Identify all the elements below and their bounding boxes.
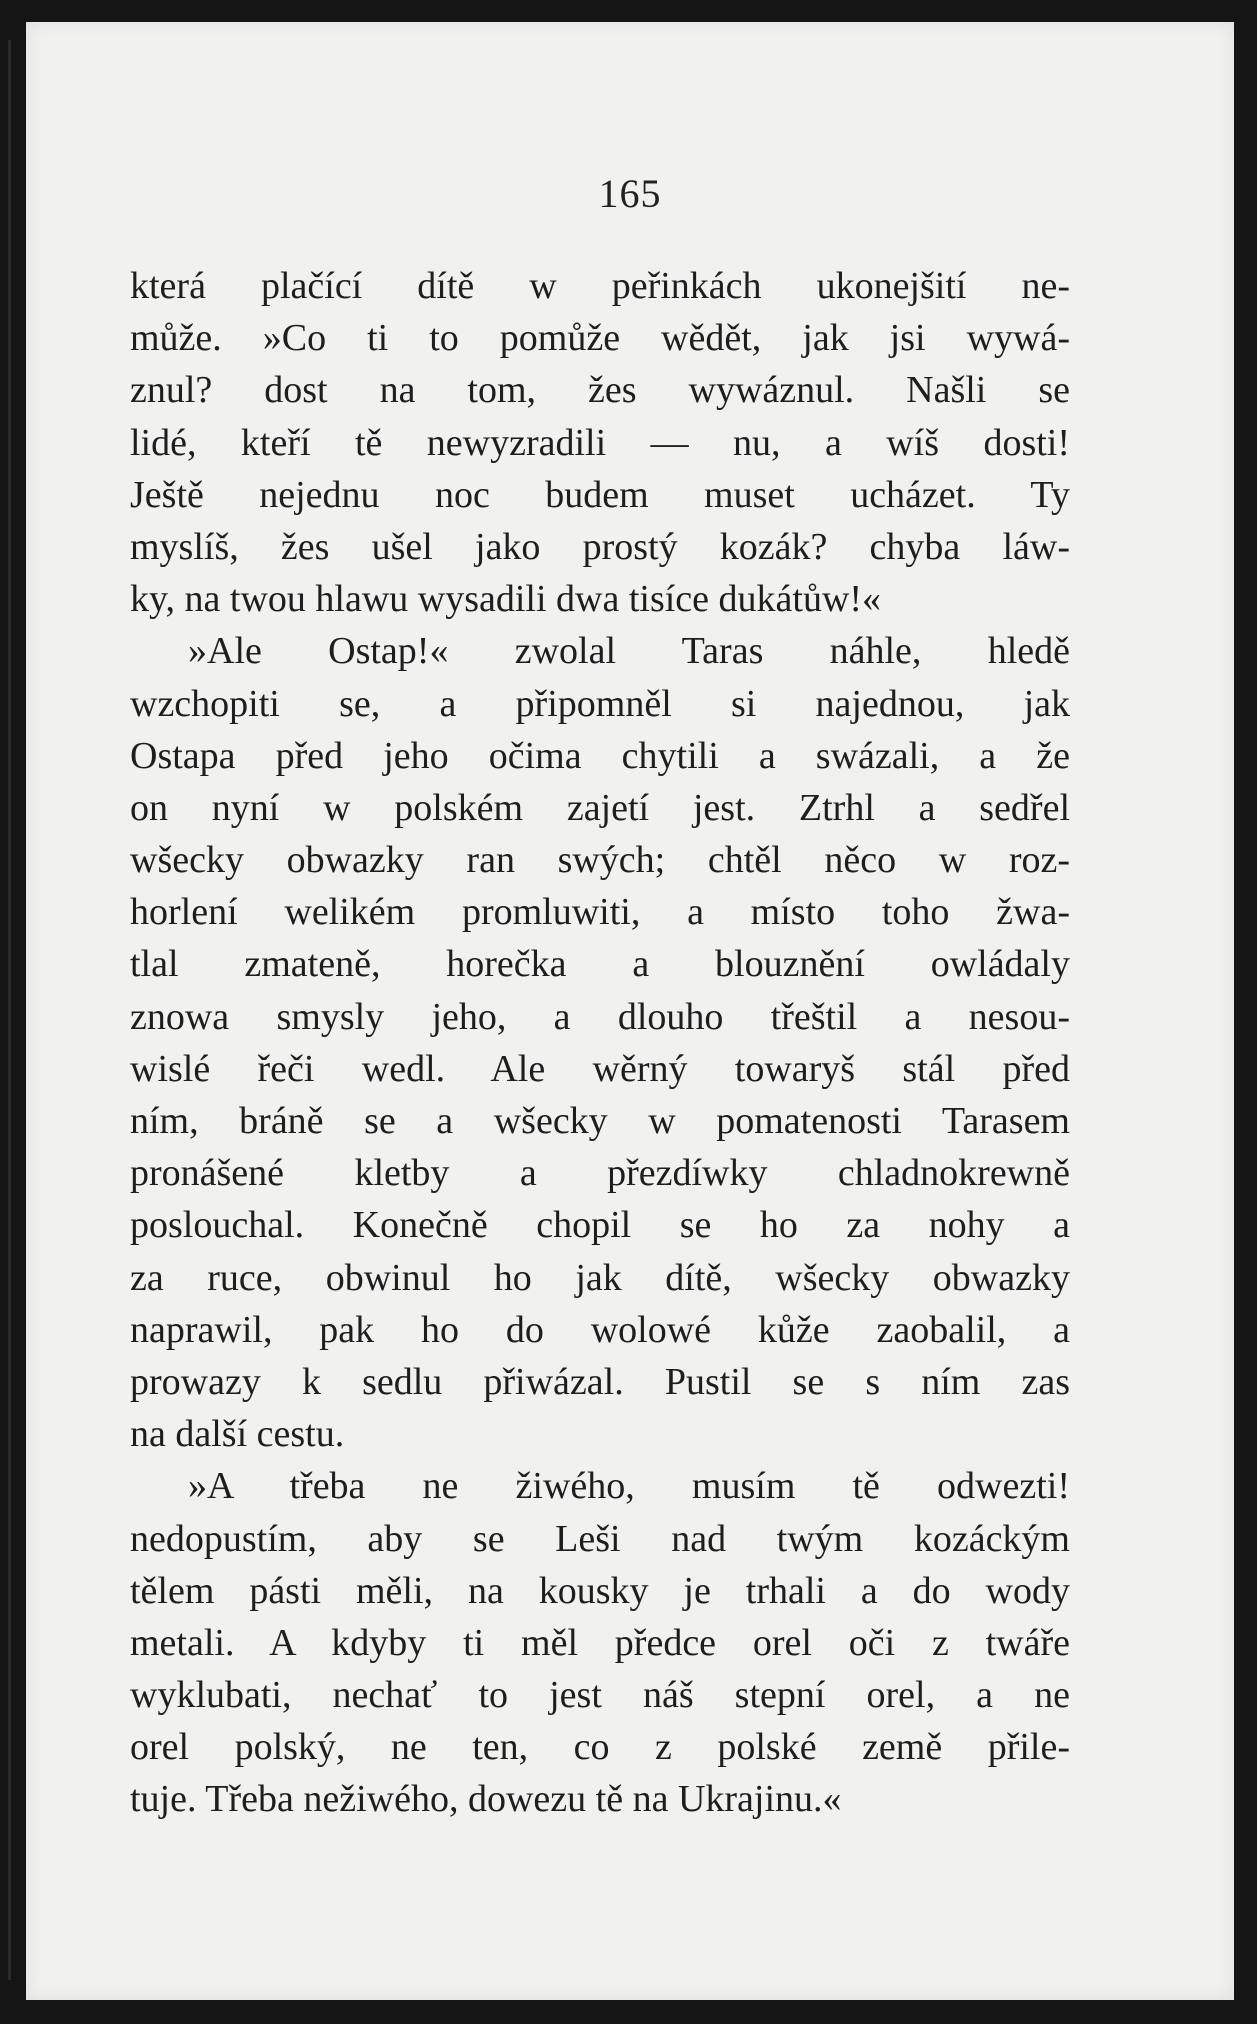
text-line: prowazy k sedlu přiwázal. Pustil se s ním zas <box>130 1360 1070 1403</box>
text-line: na další cestu. <box>130 1413 345 1456</box>
text-line: wyklubati, nechať to jest náš stepní orel, a ne <box>130 1674 1070 1717</box>
book-page <box>26 22 1234 2000</box>
text-line: může. »Co ti to pomůže wědět, jak jsi wywá- <box>130 317 1070 360</box>
text-line: naprawil, pak ho do wolowé kůže zaobalil, a <box>130 1308 1070 1351</box>
page-number: 165 <box>598 171 662 216</box>
text-line: Ostapa před jeho očima chytili a swázali, a že <box>130 734 1070 777</box>
text-line: myslíš, žes ušel jako prostý kozák? chyba láw- <box>130 525 1070 568</box>
text-line: on nyní w polském zajetí jest. Ztrhl a sedřel <box>130 786 1070 829</box>
text-line: »Ale Ostap!« zwolal Taras náhle, hledě <box>188 630 1070 673</box>
text-line: Ještě nejednu noc budem muset ucházet. Ty <box>130 473 1070 516</box>
text-line: orel polský, ne ten, co z polské země přile- <box>130 1726 1070 1769</box>
text-line: wzchopiti se, a připomněl si najednou, jak <box>130 682 1070 725</box>
text-line: horlení welikém promluwiti, a místo toho žwa- <box>130 891 1070 934</box>
text-line: ním, bráně se a wšecky w pomatenosti Tarasem <box>130 1100 1070 1142</box>
text-line: »A třeba ne žiwého, musím tě odwezti! <box>188 1465 1070 1508</box>
text-line: znul? dost na tom, žes wywáznul. Našli se <box>130 369 1070 412</box>
text-line: která plačící dítě w peřinkách ukonejšití ne- <box>130 265 1070 307</box>
text-line: tělem pásti měli, na kousky je trhali a do wody <box>130 1569 1070 1612</box>
text-line: ky, na twou hlawu wysadili dwa tisíce dukátůw!« <box>130 578 882 621</box>
text-line: znowa smysly jeho, a dlouho třeštil a nesou- <box>130 995 1070 1038</box>
text-line: pronášené kletby a přezdíwky chladnokrewně <box>130 1152 1070 1195</box>
binding-edge-mark <box>8 40 11 1980</box>
text-line: nedopustím, aby se Leši nad twým kozáckým <box>130 1517 1070 1560</box>
text-line: poslouchal. Konečně chopil se ho za nohy a <box>130 1204 1070 1247</box>
text-line: za ruce, obwinul ho jak dítě, wšecky obwazky <box>130 1256 1070 1299</box>
body-text <box>130 260 1070 1826</box>
text-line: lidé, kteří tě newyzradili — nu, a wíš dosti! <box>130 421 1070 464</box>
text-line: wislé řeči wedl. Ale wěrný towaryš stál před <box>130 1047 1070 1090</box>
text-line: tlal zmateně, horečka a blouznění owládaly <box>130 943 1070 986</box>
text-line: tuje. Třeba nežiwého, dowezu tě na Ukrajinu.« <box>130 1778 842 1821</box>
text-line: metali. A kdyby ti měl předce orel oči z twáře <box>130 1621 1070 1664</box>
text-line: wšecky obwazky ran swých; chtěl něco w roz- <box>130 839 1070 882</box>
